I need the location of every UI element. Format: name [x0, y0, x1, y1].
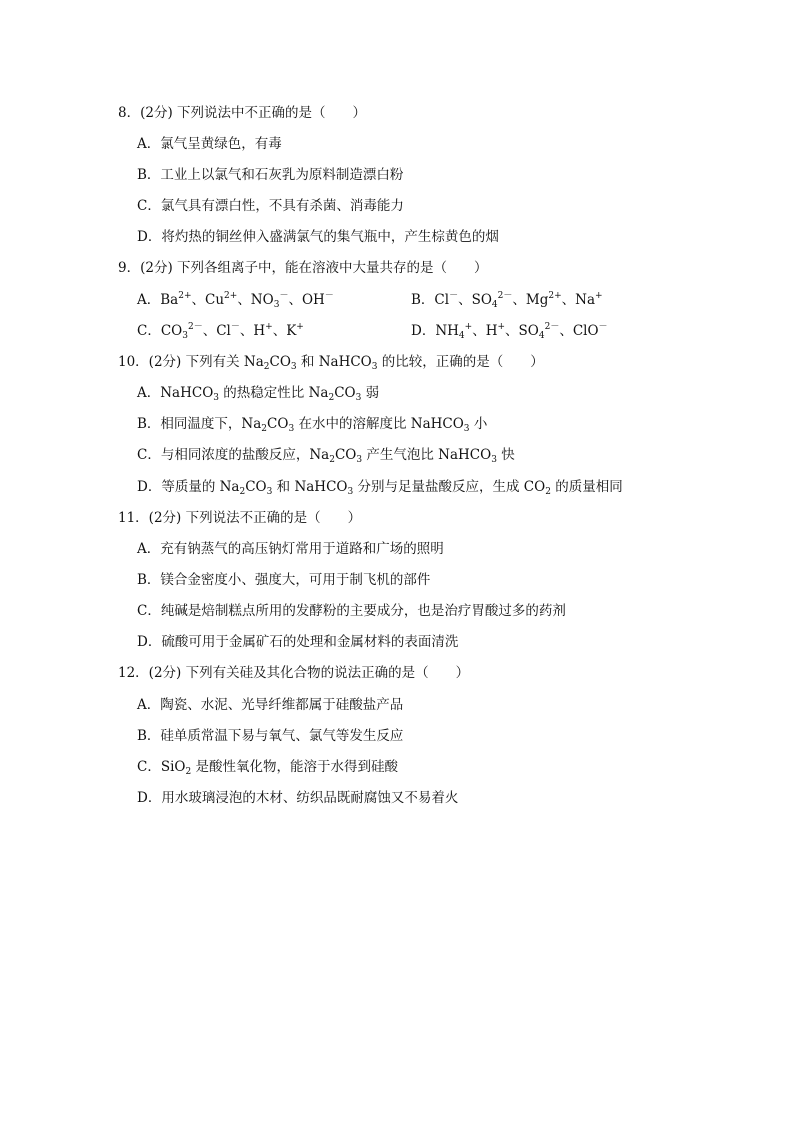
question-11-option-d: D．硫酸可用于金属矿石的处理和金属材料的表面清洗 [137, 634, 459, 650]
question-10-option-d: D．等质量的 $Na_2CO_3$ 和 NaHCO$_3$ 分别与足量盐酸反应，生成 $CO_2$ 的质量相同 [137, 479, 623, 497]
question-12-option-b: B．硅单质常温下易与氧气、氯气等发生反应 [137, 728, 404, 744]
question-12-stem: 12．(2分) 下列有关硅及其化合物的说法正确的是（ ） [118, 665, 470, 681]
question-9-option-a: A．$Ba^{2+}$、$Cu^{2+}$、$NO_3^-$、OH－ [137, 291, 334, 310]
question-11-stem: 11．(2分) 下列说法不正确的是（ ） [118, 510, 362, 526]
question-8-option-b: B．工业上以氯气和石灰乳为原料制造漂白粉 [137, 167, 404, 183]
question-8-option-c: C．氯气具有漂白性，不具有杀菌、消毒能力 [137, 198, 404, 214]
question-9-stem: 9．(2分) 下列各组离子中，能在溶液中大量共存的是（ ） [118, 260, 488, 276]
question-10-option-c: C．与相同浓度的盐酸反应，$Na_2CO_3$ 产生气泡比 NaHCO$_3$ 快 [137, 447, 515, 465]
question-9-option-b: B．Cl－、$SO_4^{2-}$、$Mg^{2+}$、Na+ [411, 291, 603, 310]
question-10-option-a: A．NaHCO$_3$ 的热稳定性比 $Na_2CO_3$ 弱 [137, 385, 380, 403]
question-11-option-c: C．纯碱是焙制糕点所用的发酵粉的主要成分，也是治疗胃酸过多的药剂 [137, 603, 566, 619]
question-12-option-c: C．SiO$_2$ 是酸性氧化物，能溶于水得到硅酸 [137, 759, 398, 777]
question-12-option-a: A．陶瓷、水泥、光导纤维都属于硅酸盐产品 [137, 697, 404, 713]
question-8-option-d: D．将灼热的铜丝伸入盛满氯气的集气瓶中，产生棕黄色的烟 [137, 229, 499, 245]
question-8-stem: 8．(2分) 下列说法中不正确的是（ ） [118, 105, 367, 121]
question-11-option-b: B．镁合金密度小、强度大，可用于制飞机的部件 [137, 572, 431, 588]
question-9-option-c: C．$CO_3^{2-}$、Cl－、H+、K+ [137, 322, 304, 341]
question-9-option-d: D．$NH_4^+$、H+、$SO_4^{2-}$、ClO－ [411, 322, 608, 341]
question-10-stem: 10．(2分) 下列有关 $Na_2CO_3$ 和 NaHCO$_3$ 的比较，正确的是（ ） [118, 354, 544, 372]
question-8-option-a: A．氯气呈黄绿色，有毒 [137, 136, 282, 152]
question-10-option-b: B．相同温度下，$Na_2CO_3$ 在水中的溶解度比 NaHCO$_3$ 小 [137, 416, 488, 434]
question-12-option-d: D．用水玻璃浸泡的木材、纺织品既耐腐蚀又不易着火 [137, 790, 459, 806]
question-11-option-a: A．充有钠蒸气的高压钠灯常用于道路和广场的照明 [137, 541, 444, 557]
